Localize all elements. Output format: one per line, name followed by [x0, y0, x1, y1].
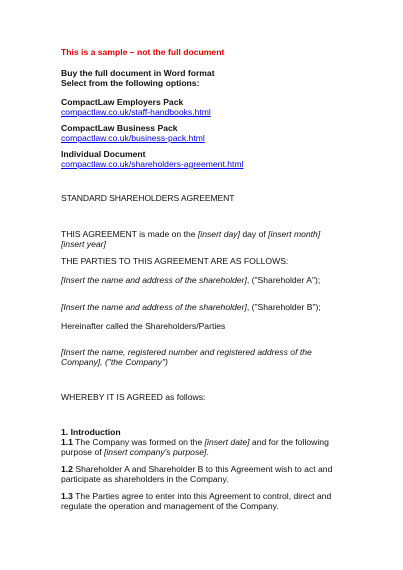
intro-text-1: THIS AGREEMENT is made on the: [61, 229, 198, 239]
link-business-pack[interactable]: compactlaw.co.uk/business-pack.html: [61, 133, 205, 143]
insert-day-placeholder: [insert day]: [197, 229, 240, 239]
option-title-employers-pack: CompactLaw Employers Pack: [61, 97, 184, 107]
company-line-1: [Insert the name, registered number and registered address of the: [61, 347, 312, 357]
link-employers-pack[interactable]: compactlaw.co.uk/staff-handbooks.html: [61, 107, 211, 117]
whereby-line: WHEREBY IT IS AGREED as follows:: [61, 392, 206, 402]
insert-date-placeholder: [insert date]: [204, 437, 250, 447]
hereinafter-line: Hereinafter called the Shareholders/Parties: [61, 321, 226, 331]
shareholder-a-placeholder: [Insert the name and address of the shareholder]: [61, 275, 247, 285]
shareholder-b-line: [61, 302, 321, 313]
section-1-title: Introduction: [70, 427, 121, 437]
clause-1-1-line-2: [61, 447, 209, 458]
company-line-2: Company], ("the Company"): [61, 357, 168, 367]
clause-1-3-line-1: [61, 491, 331, 502]
link-individual-document[interactable]: compactlaw.co.uk/shareholders-agreement.html: [61, 159, 244, 169]
clause-1-1-line-1: [61, 437, 329, 448]
section-1-heading: [61, 427, 121, 438]
clause-1-3-text-1: The Parties agree to enter into this Agreement to control, direct and: [72, 491, 332, 501]
buy-line-2: Select from the following options:: [61, 78, 200, 88]
intro-line-1: [61, 229, 320, 240]
clause-1-1-text-2: and for the following: [249, 437, 329, 447]
clause-1-3-line-2: regulate the operation and management of the Company.: [61, 501, 279, 511]
insert-purpose-placeholder: [insert company's purpose]: [104, 447, 207, 457]
shareholder-b-label: , ("Shareholder B");: [246, 302, 321, 312]
shareholder-a-line: [61, 275, 320, 286]
clause-1-1-text-1: The Company was formed on the: [72, 437, 205, 447]
insert-year-placeholder: [insert year]: [61, 239, 106, 249]
option-title-business-pack: CompactLaw Business Pack: [61, 123, 178, 133]
section-1-number: 1.: [61, 427, 69, 437]
insert-month-placeholder: [insert month]: [268, 229, 321, 239]
intro-text-2: day of: [239, 229, 269, 239]
clause-1-2-number: 1.2: [61, 464, 73, 474]
buy-line-1: Buy the full document in Word format: [61, 68, 215, 78]
sample-notice: This is a sample – not the full document: [61, 47, 225, 57]
shareholder-a-label: , ("Shareholder A");: [246, 275, 321, 285]
clause-1-2-line-1: [61, 464, 332, 475]
clause-1-2-line-2: participate as shareholders in the Company.: [61, 474, 229, 484]
document-title: STANDARD SHAREHOLDERS AGREEMENT: [61, 193, 235, 203]
clause-1-1-text-4: .: [206, 447, 209, 457]
clause-1-1-number: 1.1: [61, 437, 73, 447]
clause-1-2-text-1: Shareholder A and Shareholder B to this Agreement wish to act and: [72, 464, 333, 474]
shareholder-b-placeholder: [Insert the name and address of the shareholder]: [61, 302, 247, 312]
option-title-individual-document: Individual Document: [61, 149, 146, 159]
parties-heading: THE PARTIES TO THIS AGREEMENT ARE AS FOLLOWS:: [61, 256, 289, 266]
clause-1-1-text-3: purpose of: [61, 447, 104, 457]
clause-1-3-number: 1.3: [61, 491, 73, 501]
